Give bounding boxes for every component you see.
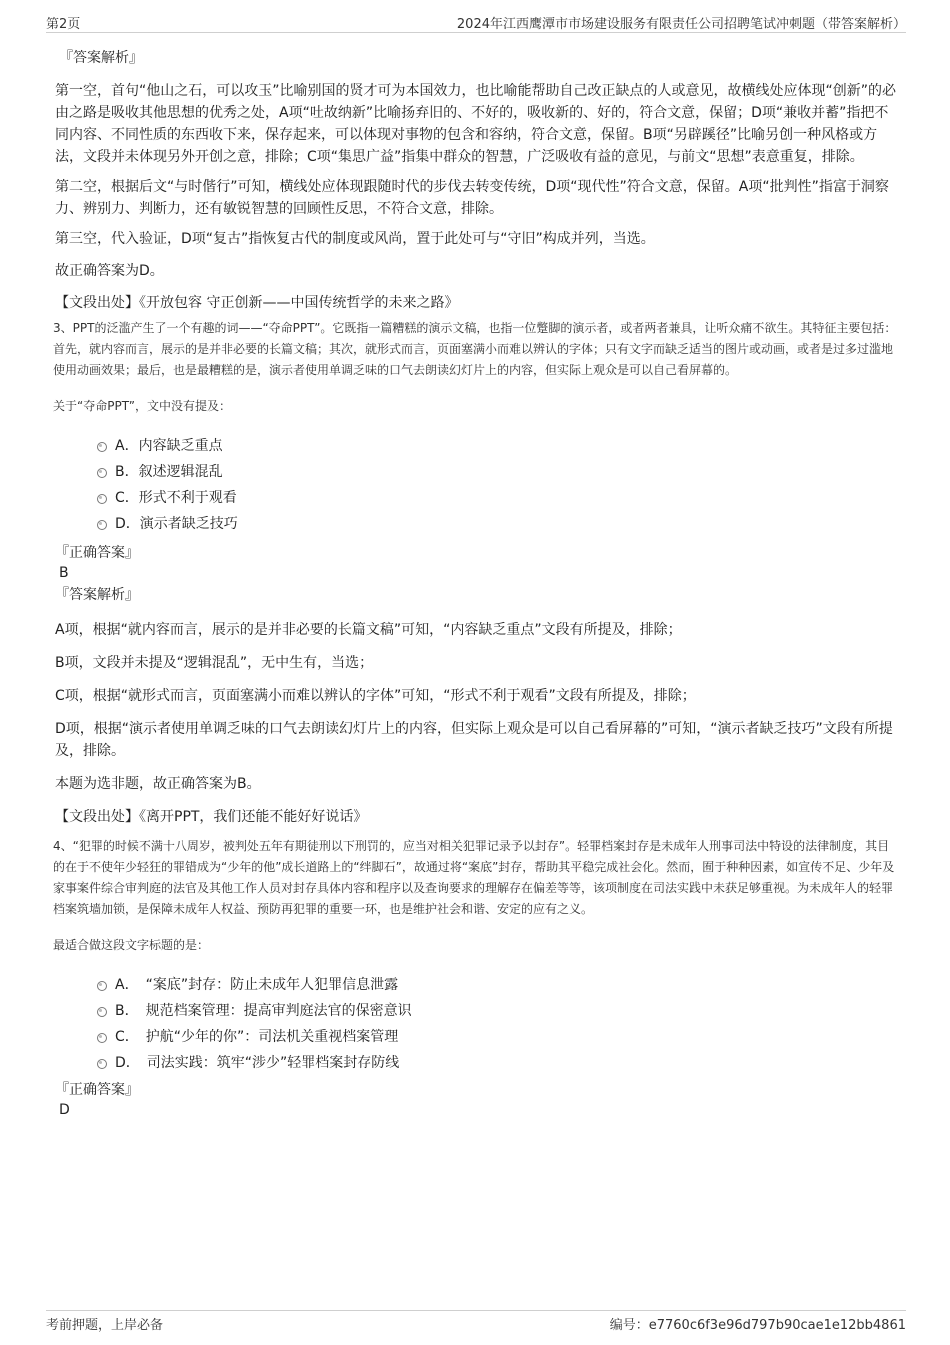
radio-icon[interactable] xyxy=(97,1059,107,1069)
q3-option-c[interactable]: C．形式不利于观看 xyxy=(55,485,900,511)
radio-icon[interactable] xyxy=(97,468,107,478)
radio-icon[interactable] xyxy=(97,1007,107,1017)
radio-icon[interactable] xyxy=(97,520,107,530)
q2-analysis-para-1: 第一空，首句“他山之石，可以攻玉”比喻别国的贤才可为本国效力，也比喻能帮助自己改正缺点的人或意见，故横线处应体现“创新”的必由之路是吸收其他思想的优秀之处，A项“吐故纳新”比喻扬弃旧的、不好的，吸收新的、好的，符合文意，保留；D项“兼收并蓄”指把不同内容、不同性质的东西收下来，保存起来，可以体现对事物的包含和容纳，符合文意，保留。B项“另辟蹊径”比喻另创一种风格或方法，文段并未体现另外开创之意，排除；C项“集思广益”指集中群众的智慧，广泛吸收有益的意见，与前文“思想”表意重复，排除。 xyxy=(55,83,897,165)
radio-icon[interactable] xyxy=(97,1033,107,1043)
q3-analysis-a: A项，根据“就内容而言，展示的是并非必要的长篇文稿”可知，“内容缺乏重点”文段有所提及，排除； xyxy=(55,622,682,638)
q2-analysis-label: 『答案解析』 xyxy=(59,50,143,66)
document-id: 编号：e7760c6f3e96d797b90cae1e12bb4861 xyxy=(609,1318,906,1333)
q2-analysis-para-3: 第三空，代入验证，D项“复古”指恢复古代的制度或风尚，置于此处可与“守旧”构成并列，当选。 xyxy=(55,231,655,247)
q3-analysis-label: 『答案解析』 xyxy=(55,587,139,603)
q2-analysis-para-2: 第二空，根据后文“与时偕行”可知，横线处应体现跟随时代的步伐去转变传统，D项“现代性”符合文意，保留。A项“批判性”指富于洞察力、辨别力、判断力，还有敏锐智慧的回顾性反思，不符合文意，排除。 xyxy=(55,179,889,217)
footer-divider xyxy=(46,1310,906,1311)
footer-slogan: 考前押题，上岸必备 xyxy=(46,1318,164,1333)
q3-analysis-conclusion: 本题为选非题，故正确答案为B。 xyxy=(55,776,261,792)
radio-icon[interactable] xyxy=(97,494,107,504)
q2-source: 【文段出处】《开放包容 守正创新——中国传统哲学的未来之路》 xyxy=(55,295,459,311)
q4-option-c[interactable]: C． 护航“少年的你”：司法机关重视档案管理 xyxy=(55,1024,900,1050)
q4-answer-label: 『正确答案』 xyxy=(55,1082,139,1098)
q3-analysis-d: D项，根据“演示者使用单调乏味的口气去朗读幻灯片上的内容，但实际上观众是可以自己看屏幕的”可知，“演示者缺乏技巧”文段有所提及，排除。 xyxy=(55,721,893,759)
q4-options xyxy=(55,972,900,1076)
q4-option-b[interactable]: B． 规范档案管理：提高审判庭法官的保密意识 xyxy=(55,998,900,1024)
q2-analysis-para-4: 故正确答案为D。 xyxy=(55,263,164,279)
q3-analysis-c: C项，根据“就形式而言，页面塞满小而难以辨认的字体”可知，“形式不利于观看”文段有所提及，排除； xyxy=(55,688,696,704)
q4-answer: D xyxy=(59,1102,70,1118)
q3-question: 关于“夺命PPT”，文中没有提及： xyxy=(53,399,231,413)
q4-option-d[interactable]: D． 司法实践：筑牢“涉少”轻罪档案封存防线 xyxy=(55,1050,900,1076)
q3-option-d[interactable]: D．演示者缺乏技巧 xyxy=(55,511,900,537)
q3-source: 【文段出处】《离开PPT，我们还能不能好好说话》 xyxy=(55,809,368,825)
page-content xyxy=(55,45,900,1120)
q3-option-b[interactable]: B．叙述逻辑混乱 xyxy=(55,459,900,485)
radio-icon[interactable] xyxy=(97,981,107,991)
q3-analysis-b: B项，文段并未提及“逻辑混乱”，无中生有，当选； xyxy=(55,655,374,671)
document-title: 2024年江西鹰潭市市场建设服务有限责任公司招聘笔试冲刺题（带答案解析） xyxy=(456,17,906,32)
q4-option-a[interactable]: A． “案底”封存：防止未成年人犯罪信息泄露 xyxy=(55,972,900,998)
q3-answer-label: 『正确答案』 xyxy=(55,545,139,561)
q3-stem: 3、PPT的泛滥产生了一个有趣的词——“夺命PPT”。它既指一篇糟糕的演示文稿，也指一位蹩脚的演示者，或者两者兼具，让听众痛不欲生。其特征主要包括：首先，就内容而言，展示的是并非必要的长篇文稿；其次，就形式而言，页面塞满小而难以辨认的字体；只有文字而缺乏适当的图片或动画，或者是过多过滥地使用动画效果；最后，也是最糟糕的是，演示者使用单调乏味的口气去朗读幻灯片上的内容，但实际上观众是可以自己看屏幕的。 xyxy=(53,321,897,377)
q3-options xyxy=(55,433,900,537)
radio-icon[interactable] xyxy=(97,442,107,452)
q4-question: 最适合做这段文字标题的是： xyxy=(53,938,210,952)
header-divider xyxy=(46,32,906,33)
q4-stem: 4、“犯罪的时候不满十八周岁，被判处五年有期徒刑以下刑罚的，应当对相关犯罪记录予以封存”。轻罪档案封存是未成年人刑事司法中特设的法律制度，其目的在于不使年少轻狂的罪错成为“少年的他”成长道路上的“绊脚石”，故通过将“案底”封存，帮助其平稳完成社会化。然而，囿于种种因素，如宣传不足、少年及家事案件综合审判庭的法官及其他工作人员对封存具体内容和程序以及查询要求的理解存在偏差等等，该项制度在司法实践中未获足够重视。为未成年人的轻罪档案筑墙加锁，是保障未成年人权益、预防再犯罪的重要一环，也是维护社会和谐、安定的应有之义。 xyxy=(53,839,895,916)
page-number: 第2页 xyxy=(46,17,81,32)
q3-option-a[interactable]: A．内容缺乏重点 xyxy=(55,433,900,459)
q3-answer: B xyxy=(59,565,69,581)
